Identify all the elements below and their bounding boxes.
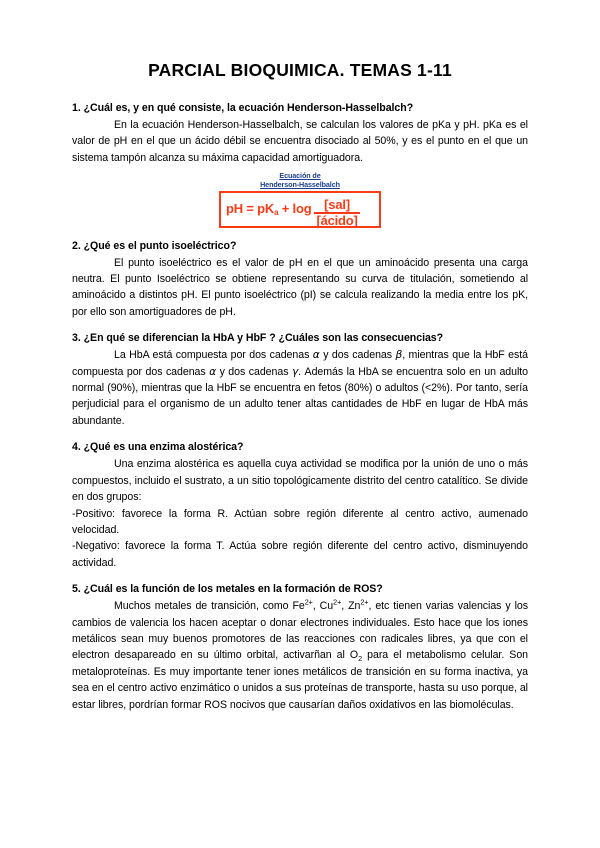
equation-numerator: [sal]: [314, 198, 359, 214]
question-heading-5: 5. ¿Cuál es la función de los metales en la formación de ROS?: [72, 583, 383, 596]
question-block-5: [72, 582, 528, 713]
equation-caption-line1: Ecuación de: [279, 171, 321, 181]
answer3-part2: y dos cadenas: [319, 349, 396, 362]
alpha-symbol: α: [312, 349, 320, 362]
question-answer-2: El punto isoeléctrico es el valor de pH en el que un aminoácido presenta una carga neutra. El punto Isoeléctrico se obtiene representando su curva de titulación, sometiendo al aminoácido a distintos pH. El punto isoeléctrico (pI) se calcula realizando la media entre los pK, por ello son amortiguadores de pH.: [72, 256, 528, 318]
question-answer-5: [72, 598, 528, 713]
oxygen-subscript: 2: [358, 654, 363, 664]
answer3-part3: , mientras que la HbF está compuesta por dos cadenas: [72, 349, 528, 378]
answer5-part2: , Cu: [312, 600, 334, 613]
answer5-part1: Muchos metales de transición, como Fe: [114, 600, 305, 613]
document-content: [72, 60, 528, 724]
answer3-part4: y dos cadenas: [216, 365, 292, 378]
equation-denominator: [ácido]: [316, 212, 358, 228]
page-title: PARCIAL BIOQUIMICA. TEMAS 1-11: [148, 60, 452, 80]
question-answer-1: En la ecuación Henderson-Hasselbalch, se calculan los valores de pKa y pH. pKa es el valor de pH en el que un ácido débil se encuentra disociado al 50%, y es el punto en el que un sistema tampón alcanza su máxima capacidad amortiguadora.: [72, 119, 528, 164]
question-answer-4-negative: -Negativo: favorece la forma T. Actúa sobre región diferente del centro activo, disminuyendo actividad.: [72, 540, 528, 569]
copper-charge-superscript: 2+: [333, 597, 342, 607]
question-answer-4: Una enzima alostérica es aquella cuya actividad se modifica por la unión de uno o más compuestos, incluido el sustrato, a un sitio topológicamente distrito del centro catalítico. Se divide en dos grupos:: [72, 458, 528, 504]
question-heading-1: 1. ¿Cuál es, y en qué consiste, la ecuación Henderson-Hasselbalch?: [72, 102, 414, 114]
answer5-part3: , Zn: [341, 600, 361, 613]
equation-caption: [219, 171, 381, 191]
henderson-hasselbalch-equation-figure: [219, 171, 381, 227]
question-answer-4-positive: -Positivo: favorece la forma R. Actúan sobre región diferente al centro activo, aumenado velocidad.: [72, 507, 528, 536]
question-heading-2: 2. ¿Qué es el punto isoeléctrico?: [72, 239, 237, 252]
equation-formula: [226, 195, 374, 228]
alpha-symbol-2: α: [209, 365, 217, 378]
zinc-charge-superscript: 2+: [360, 597, 369, 607]
question-heading-4: 4. ¿Qué es una enzima alostérica?: [72, 441, 244, 454]
question-block-1: [72, 101, 528, 228]
question-block-4: [72, 440, 528, 571]
beta-symbol: β: [395, 349, 403, 362]
equation-box: [219, 191, 381, 227]
equation-fraction: [314, 198, 359, 227]
answer3-part5: . Además la HbA se encuentra solo en un adulto normal (90%), mientras que la HbF se encuentra en fetos (80%) o adultos (<2%). Por tanto, sería perjudicial para el organismo de un adulto tener altas cantidades de HbF en lugar de HbA más abundante.: [72, 365, 529, 427]
gamma-symbol: γ: [291, 365, 299, 378]
equation-formula-subscript: a: [274, 208, 279, 218]
equation-caption-line2: Henderson-Hasselbalch: [260, 180, 340, 190]
equation-formula-left: pH = pK: [226, 201, 275, 217]
equation-formula-mid: + log: [278, 201, 312, 217]
question-answer-3: [72, 347, 528, 429]
answer5-part4: , etc tienen varias valencias y los cambios de valencia los hacen aceptar o donar electrones individuales. Esto hace que los iones metálicos sean muy buenos promotores de las reacciones con radicales libres, ya que con el electron desapareado en su último orbital, activarñan al O: [72, 600, 528, 662]
question-heading-3: 3. ¿En qué se diferencian la HbA y HbF ? ¿Cuáles son las consecuencias?: [72, 332, 444, 345]
answer3-part1: La HbA está compuesta por dos cadenas: [114, 349, 313, 362]
question-block-2: [72, 239, 528, 321]
answer5-part5: para el metabolismo celular. Son metaloproteínas. Es muy importante tener iones metálicos de transición en su forma inactiva, ya sea en el centro activo enzimático o unidos a sus proteínas de transporte, hasta su uso porque, al estar libres, pordrían formar ROS nocivos que causarían daños oxidativos en las biomoléculas.: [72, 649, 528, 711]
question-block-3: [72, 331, 528, 429]
iron-charge-superscript: 2+: [304, 597, 313, 607]
